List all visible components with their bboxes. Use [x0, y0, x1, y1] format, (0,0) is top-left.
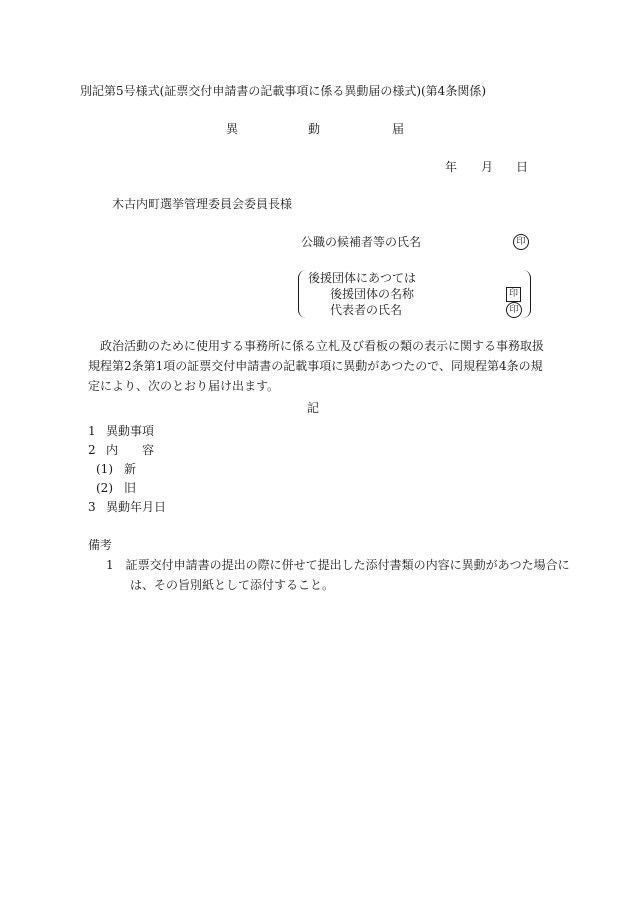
item-2-label: 内 容	[106, 443, 155, 457]
seal-mark: 印	[506, 287, 521, 302]
date-day: 日	[516, 160, 529, 174]
remarks-heading: 備考	[88, 538, 113, 552]
item-2-1-label: 新	[124, 462, 137, 476]
item-3-label: 異動年月日	[106, 500, 167, 514]
remark-num: 1	[106, 558, 114, 572]
remark-text: 証票交付申請書の提出の際に併せて提出した添付書類の内容に異動があつた場合には、その旨別紙として添付すること。	[125, 558, 570, 592]
representative-label: 代表者の氏名	[330, 303, 403, 317]
item-1-num: 1	[88, 424, 96, 438]
form-label: 別記第5号様式(証票交付申請書の記載事項に係る異動届の様式)(第4条関係)	[80, 84, 486, 98]
item-2-2-num: (2)	[96, 481, 113, 495]
group-intro: 後援団体にあつては	[308, 271, 417, 285]
item-1-label: 異動事項	[106, 424, 155, 438]
item-2-num: 2	[88, 443, 96, 457]
addressee: 木古内町選挙管理委員会委員長様	[112, 197, 293, 211]
date-year: 年	[445, 160, 458, 174]
group-name-label: 後援団体の名称	[330, 287, 415, 301]
seal-mark: 印	[506, 302, 522, 318]
ki-heading: 記	[307, 401, 320, 415]
item-3-num: 3	[88, 500, 96, 514]
candidate-label: 公職の候補者等の氏名	[301, 235, 422, 249]
title-char-1: 異	[226, 122, 239, 136]
seal-mark: 印	[513, 234, 529, 250]
body-text: 政治活動のために使用する事務所に係る立札及び看板の類の表示に関する事務取扱規程第2条第1項の証票交付申請書の記載事項に異動があつたので、同規程第4条の規定により、次のとおり届け出ます。	[88, 339, 545, 393]
item-2-1-num: (1)	[96, 462, 113, 476]
title-char-2: 動	[308, 122, 321, 136]
title-char-3: 届	[392, 122, 405, 136]
date-month: 月	[481, 160, 494, 174]
remark-item	[106, 555, 576, 595]
item-2-2-label: 旧	[124, 481, 137, 495]
